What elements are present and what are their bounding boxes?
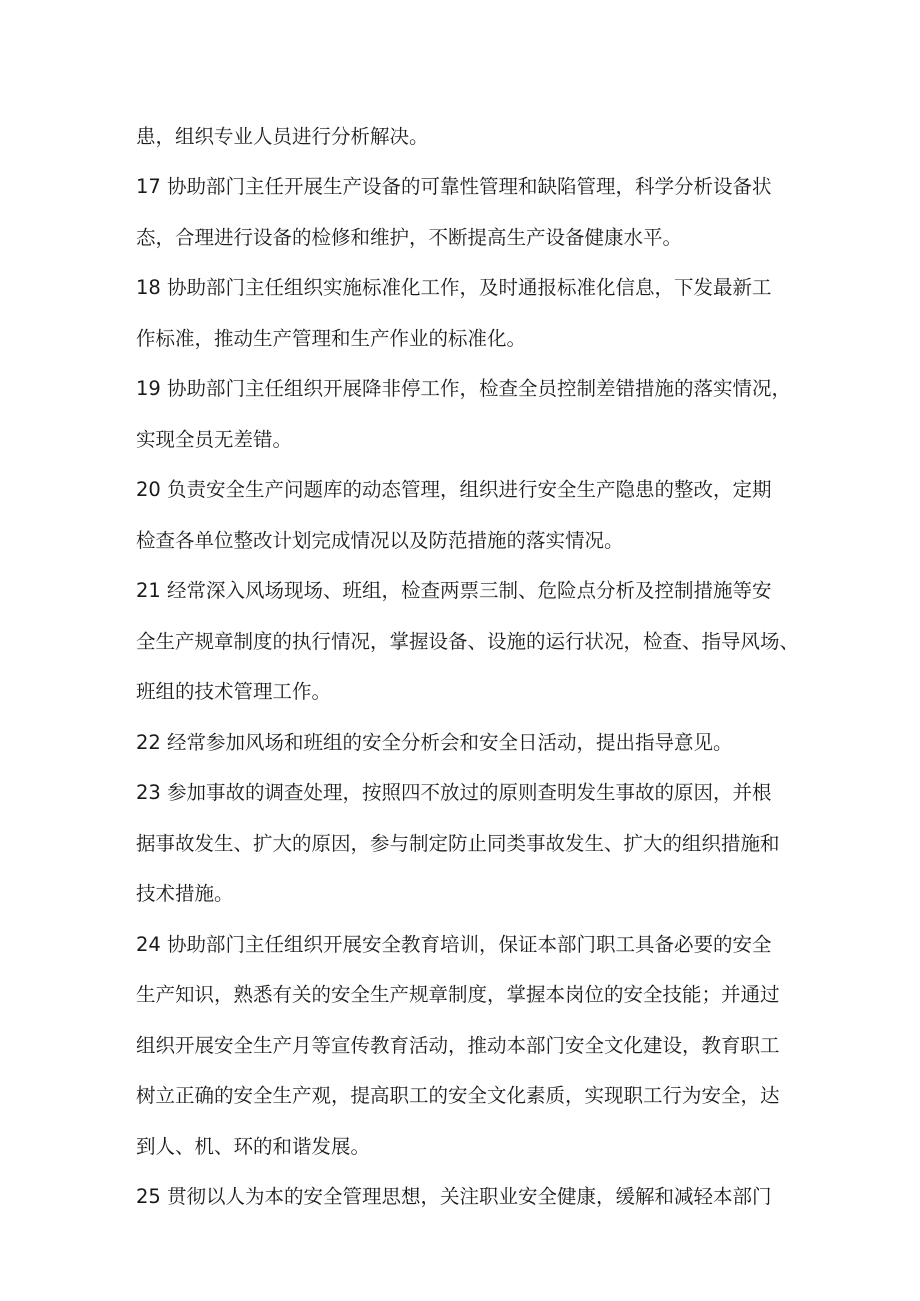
text-line: 到人、机、环的和谐发展。 (136, 1135, 371, 1158)
text-line: 作标准，推动生产管理和生产作业的标准化。 (136, 327, 527, 350)
text-line: 全生产规章制度的执行情况，掌握设备、设施的运行状况，检查、指导风场、 (136, 630, 800, 653)
text-line: 据事故发生、扩大的原因，参与制定防止同类事故发生、扩大的组织措施和 (136, 832, 780, 855)
text-line: 20 负责安全生产问题库的动态管理，组织进行安全生产隐患的整改，定期 (136, 478, 772, 501)
text-line: 态，合理进行设备的检修和维护，不断提高生产设备健康水平。 (136, 226, 683, 249)
text-line: 25 贯彻以人为本的安全管理思想，关注职业安全健康，缓解和减轻本部门 (136, 1185, 772, 1208)
text-line: 检查各单位整改计划完成情况以及防范措施的落实情况。 (136, 529, 624, 552)
text-line: 19 协助部门主任组织开展降非停工作，检查全员控制差错措施的落实情况， (136, 377, 792, 400)
text-line: 技术措施。 (136, 882, 234, 905)
text-line: 组织开展安全生产月等宣传教育活动，推动本部门安全文化建设，教育职工 (136, 1034, 780, 1057)
text-line: 22 经常参加风场和班组的安全分析会和安全日活动，提出指导意见。 (136, 731, 733, 754)
text-line: 实现全员无差错。 (136, 428, 293, 451)
text-line: 23 参加事故的调查处理，按照四不放过的原则查明发生事故的原因，并根 (136, 781, 772, 804)
text-line: 班组的技术管理工作。 (136, 680, 332, 703)
text-line: 18 协助部门主任组织实施标准化工作，及时通报标准化信息，下发最新工 (136, 276, 772, 299)
text-line: 生产知识，熟悉有关的安全生产规章制度，掌握本岗位的安全技能；并通过 (136, 983, 780, 1006)
text-line: 患，组织专业人员进行分析解决。 (136, 125, 429, 148)
text-line: 21 经常深入风场现场、班组，检查两票三制、危险点分析及控制措施等安 (136, 579, 772, 602)
text-line: 24 协助部门主任组织开展安全教育培训，保证本部门职工具备必要的安全 (136, 933, 772, 956)
text-line: 树立正确的安全生产观，提高职工的安全文化素质，实现职工行为安全，达 (136, 1084, 780, 1107)
text-line: 17 协助部门主任开展生产设备的可靠性管理和缺陷管理，科学分析设备状 (136, 175, 772, 198)
